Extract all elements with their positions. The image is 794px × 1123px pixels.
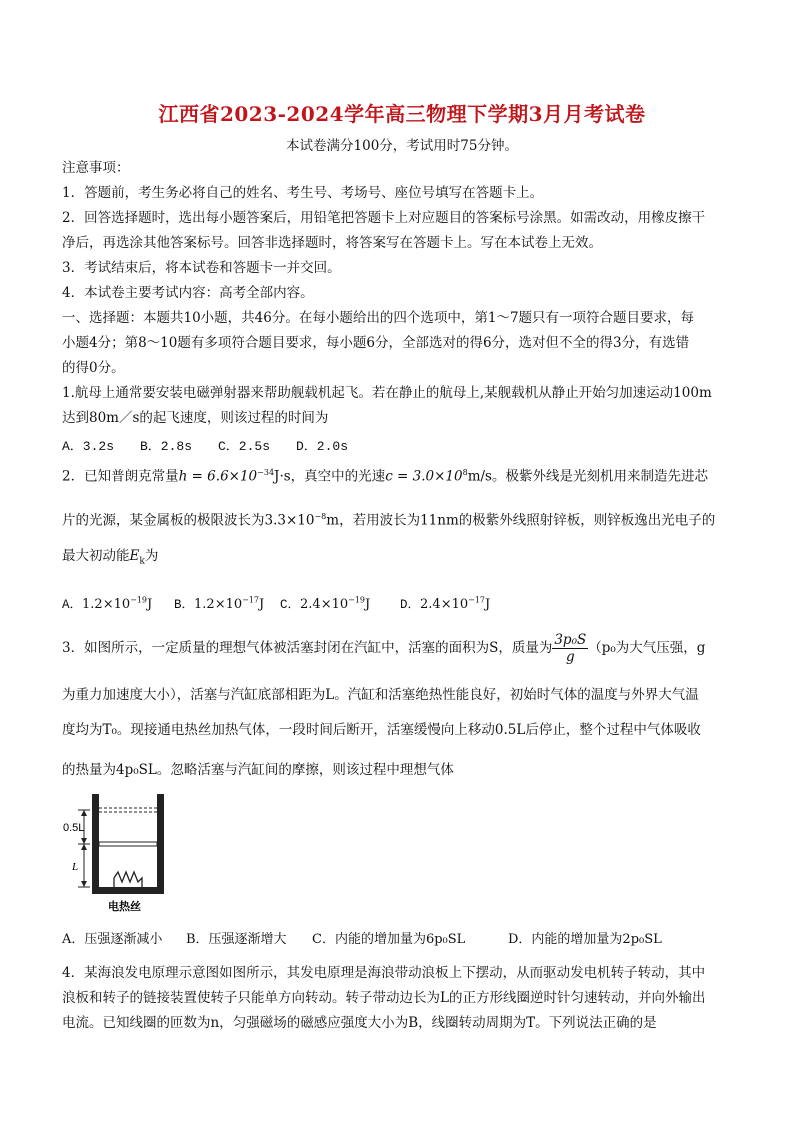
note-item: 1．答题前，考生务必将自己的姓名、考生号、考场号、座位号填写在答题卡上。 — [62, 185, 544, 201]
q2-option-a: A．$1.2\times 10^{-19}J$ — [62, 595, 153, 612]
q1-option-a: A．3.2s — [62, 439, 115, 454]
question-2-line1: 2．已知普朗克常量$h = 6.6\times 10^{-34}J\cdot s$，真空中的光速$c = 3.0\times 10^8m/s$。极紫外线是光刻机用来制造先进芯 — [62, 468, 708, 485]
q1-option-d: D．2.0s — [296, 439, 349, 454]
q2-option-d: D．$2.4\times 10^{-17}J$ — [400, 595, 491, 612]
q3-option-d: D．内能的增加量为2p₀SL — [508, 932, 662, 947]
exam-subtitle: 本试卷满分100分，考试用时75分钟。 — [286, 138, 518, 154]
section-intro: 一、选择题：本题共10小题，共46分。在每小题给出的四个选项中，第1～7题只有一项符合题目要求，每 — [62, 310, 695, 326]
q1-option-b: B．2.8s — [140, 439, 193, 454]
question-2-line3: 最大初动能$E_k$为 — [62, 548, 159, 567]
question-4-text: 浪板和转子的链接装置使转子只能单方向转动。转子带动边长为L的正方形线圈逆时针匀速转动，并向外输出 — [62, 990, 706, 1006]
question-4-text: 电流。已知线圈的匝数为n，匀强磁场的磁感应强度大小为B，线圈转动周期为T。下列说法正确的是 — [62, 1015, 657, 1031]
note-item: 3．考试结束后，将本试卷和答题卡一并交回。 — [62, 260, 341, 276]
notes-heading: 注意事项： — [62, 160, 130, 176]
section-intro: 的得0分。 — [62, 360, 125, 376]
label-l: L — [72, 861, 79, 873]
question-3-line3: 度均为T₀。现接通电热丝加热气体，一段时间后断开，活塞缓慢向上移动0.5L后停止，整个过程中气体吸收 — [62, 722, 701, 738]
question-1-text: 1.航母上通常要安装电磁弹射器来帮助舰载机起飞。若在静止的航母上,某舰载机从静止开始匀加速运动100m — [62, 385, 712, 401]
q3-option-c: C．内能的增加量为6p₀SL — [312, 932, 466, 947]
q2-option-b: B．$1.2\times 10^{-17}J$ — [174, 595, 265, 612]
note-item: 4．本试卷主要考试内容：高考全部内容。 — [62, 285, 314, 301]
page-title: 江西省2023-2024学年高三物理下学期3月月考试卷 — [158, 102, 646, 126]
q3-option-b: B．压强逐渐增大 — [186, 932, 287, 947]
note-item: 2．回答选择题时，选出每小题答案后，用铅笔把答题卡上对应题目的答案标号涂黑。如需改动，用橡皮擦干 — [62, 210, 706, 226]
q1-option-c: C．2.5s — [218, 439, 271, 454]
label-half-l: 0.5L — [63, 822, 85, 834]
question-3-line1: 3．如图所示，一定质量的理想气体被活塞封闭在汽缸中，活塞的面积为S，质量为 $\frac{\text{3p₀S}}{g}$ （p₀为大气压强，g — [62, 632, 706, 666]
q3-option-a: A．压强逐渐减小 — [62, 932, 163, 947]
note-item: 净后，再选涂其他答案标号。回答非选择题时，将答案写在答题卡上。写在本试卷上无效。 — [62, 235, 602, 251]
section-intro: 小题4分；第8～10题有多项符合题目要求，每小题6分，全部选对的得6分，选对但不全的得3分，有选错 — [62, 335, 690, 351]
question-4-text: 4．某海浪发电原理示意图如图所示，其发电原理是海浪带动浪板上下摆动，从而驱动发电机转子转动，其中 — [62, 965, 706, 981]
mass-fraction: $\frac{\text{3p₀S}}{g}$ — [554, 632, 587, 666]
question-3-line4: 的热量为4p₀SL。忽略活塞与汽缸间的摩擦，则该过程中理想气体 — [62, 762, 454, 778]
q2-option-c: C．$2.4\times 10^{-19}J$ — [280, 595, 371, 612]
cylinder-figure — [62, 786, 182, 916]
question-3-line2: 为重力加速度大小），活塞与汽缸底部相距为L。汽缸和活塞绝热性能良好，初始时气体的温度与外界大气温 — [62, 687, 699, 703]
label-heater: 电热丝 — [108, 900, 141, 913]
question-2-line2: 片的光源，某金属板的极限波长为$3.3\times 10^{-8}m$，若用波长为11nm的极紫外线照射锌板，则锌板逸出光电子的 — [62, 512, 716, 529]
question-1-text: 达到80m／s的起飞速度，则该过程的时间为 — [62, 410, 329, 426]
